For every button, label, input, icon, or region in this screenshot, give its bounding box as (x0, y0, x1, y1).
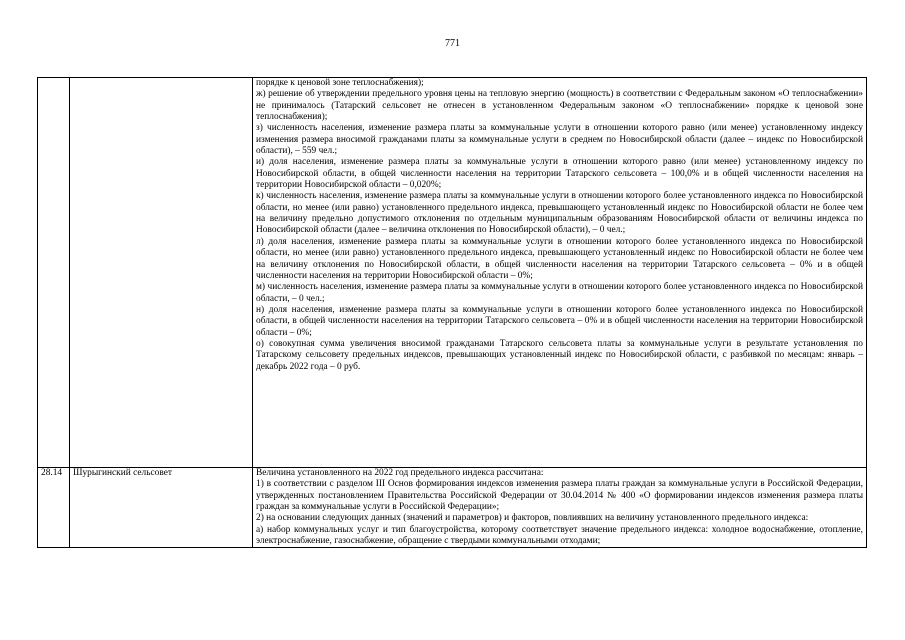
paragraph: о) совокупная сумма увеличения вносимой гражданами Татарского сельсовета платы за коммунальные услуги в результате установления по Татарскому сельсовету предельных индексов, превышающих установленный индекс по Новосибирской области, с разбивкой по месяцам: январь – декабрь 2022 года – 0 руб. (256, 338, 863, 372)
municipality-name-cell (70, 78, 253, 468)
row-number-cell (38, 78, 70, 468)
municipality-name-cell: Шурыгинский сельсовет (70, 468, 253, 548)
paragraph: и) доля населения, изменение размера платы за коммунальные услуги в отношении которого равно (или менее) установленному индексу по Новосибирской области, в общей численности населения на территории Татарского сельсовета – 100,0% и в общей численности населения на территории Новосибирской области – 0,020%; (256, 157, 863, 191)
page-number: 771 (445, 38, 460, 49)
description-cell (253, 468, 867, 548)
table-row (38, 78, 867, 468)
paragraph: з) численность населения, изменение размера платы за коммунальные услуги в отношении которого равно (или менее) установленному индексу изменения размера вносимой гражданами платы за коммунальные услуги в среднем по Новосибирской области (далее – индекс по Новосибирской области), – 559 чел.; (256, 123, 863, 157)
paragraph: л) доля населения, изменение размера платы за коммунальные услуги в отношении которого более установленного индекса по Новосибирской области, но менее (или равно) установленного предельного индекса, превышающего установленный индекс по Новосибирской области не более чем на величину отклонения по Новосибирской области, в общей численности населения на территории Татарского сельсовета – 0% и в общей численности населения на территории Новосибирской области – 0%; (256, 236, 863, 281)
description-cell (253, 78, 867, 468)
paragraph: а) набор коммунальных услуг и тип благоустройства, которому соответствует значение предельного индекса: холодное водоснабжение, отопление, электроснабжение, газоснабжение, обращение с твердыми коммунальными отходами; (256, 524, 863, 547)
paragraph: 2) на основании следующих данных (значений и параметров) и факторов, повлиявших на величину установленного предельного индекса: (256, 513, 809, 524)
paragraph: н) доля населения, изменение размера платы за коммунальные услуги в отношении которого более установленного индекса по Новосибирской области, в общей численности населения на территории Татарского сельсовета – 0% и в общей численности населения на территории Новосибирской области – 0%; (256, 304, 863, 338)
document-table (37, 77, 867, 548)
row-number-cell: 28.14 (38, 468, 70, 548)
paragraph: ж) решение об утверждении предельного уровня цены на тепловую энергию (мощность) в соответствии с Федеральным законом «О теплоснабжении» не принималось (Татарский сельсовет не отнесен в установленном Федеральным законом «О теплоснабжении» порядке к ценовой зоне теплоснабжения); (256, 89, 863, 123)
table-row (38, 468, 867, 548)
paragraph: порядке к ценовой зоне теплоснабжения); (256, 78, 424, 88)
paragraph: к) численность населения, изменение размера платы за коммунальные услуги в отношении которого более установленного индекса по Новосибирской области, но менее (или равно) установленного предельного индекса, превышающего установленный индекс по Новосибирской области не более чем на величину предельно допустимого отклонения по отдельным муниципальным образованиям Новосибирской области от величины индекса по Новосибирской области (далее – величина отклонения по Новосибирской области), – 0 чел.; (256, 191, 863, 236)
paragraph: м) численность населения, изменение размера платы за коммунальные услуги в отношении которого более установленного индекса по Новосибирской области, – 0 чел.; (256, 282, 863, 304)
paragraph: 1) в соответствии с разделом III Основ формирования индексов изменения размера платы граждан за коммунальные услуги в Российской Федерации, утвержденных постановлением Правительства Российской Федерации от 30.04.2014 № 400 «О формировании индексов изменения размера платы граждан за коммунальные услуги в Российской Федерации»; (256, 479, 863, 513)
paragraph: Величина установленного на 2022 год предельного индекса рассчитана: (256, 468, 544, 478)
